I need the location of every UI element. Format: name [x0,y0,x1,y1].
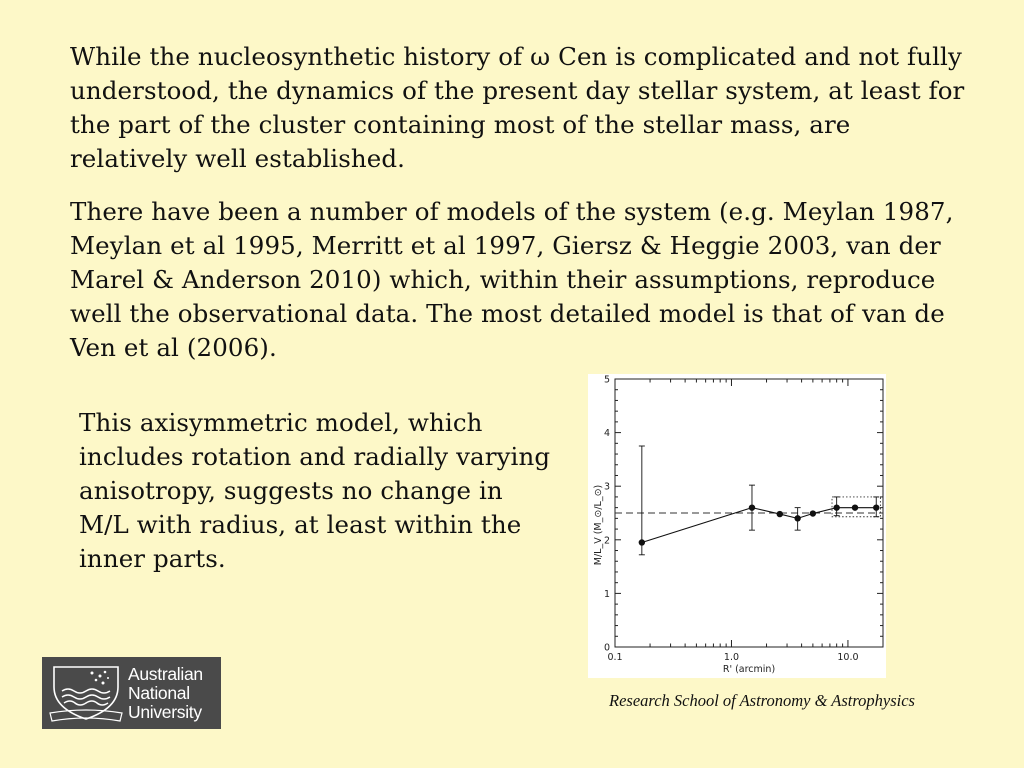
mass-to-light-ratio-chart [588,374,886,678]
intro-paragraph: While the nucleosynthetic history of ω Cen is complicated and not fully understood, the dynamics of the present day stellar system, at least for the part of the cluster containing most of the stellar mass, are relatively well established. [70,42,965,173]
x-tick-label: 0.1 [607,652,623,663]
data-point [873,504,879,510]
y-tick-label: 0 [603,642,610,654]
anu-crest-icon [48,663,124,723]
data-point [852,504,858,510]
data-point [639,539,645,545]
x-tick-label: 10.0 [837,652,859,663]
university-name: Australian National University [128,664,203,722]
x-axis-label: R' (arcmin) [722,664,776,675]
school-name-footer: Research School of Astronomy & Astrophysics [609,691,915,710]
data-point [833,504,839,510]
data-point [794,515,800,521]
y-axis-label: M/L_V (M_⊙/L_⊙) [593,484,604,566]
models-paragraph: There have been a number of models of the system (e.g. Meylan 1987, Meylan et al 1995, Merritt et al 1997, Giersz & Heggie 2003, van der Marel & Anderson 2010) which, within their assumptions, reproduce well the observational data. The most detailed model is that of van de Ven et al (2006). [70,197,954,362]
data-point [777,511,783,517]
y-tick-label: 4 [603,428,610,440]
anu-logo [42,657,221,729]
y-tick-label: 3 [603,481,610,493]
x-tick-label: 1.0 [723,652,740,663]
y-tick-label: 5 [603,374,610,386]
y-tick-label: 2 [603,535,610,547]
y-tick-label: 1 [603,588,610,600]
data-point [749,504,755,510]
data-point [810,510,816,516]
chart-plot [588,374,886,678]
axisymmetric-model-paragraph: This axisymmetric model, which includes rotation and radially varying anisotropy, suggests no change in M/L with radius, at least within the inner parts. [79,408,551,573]
